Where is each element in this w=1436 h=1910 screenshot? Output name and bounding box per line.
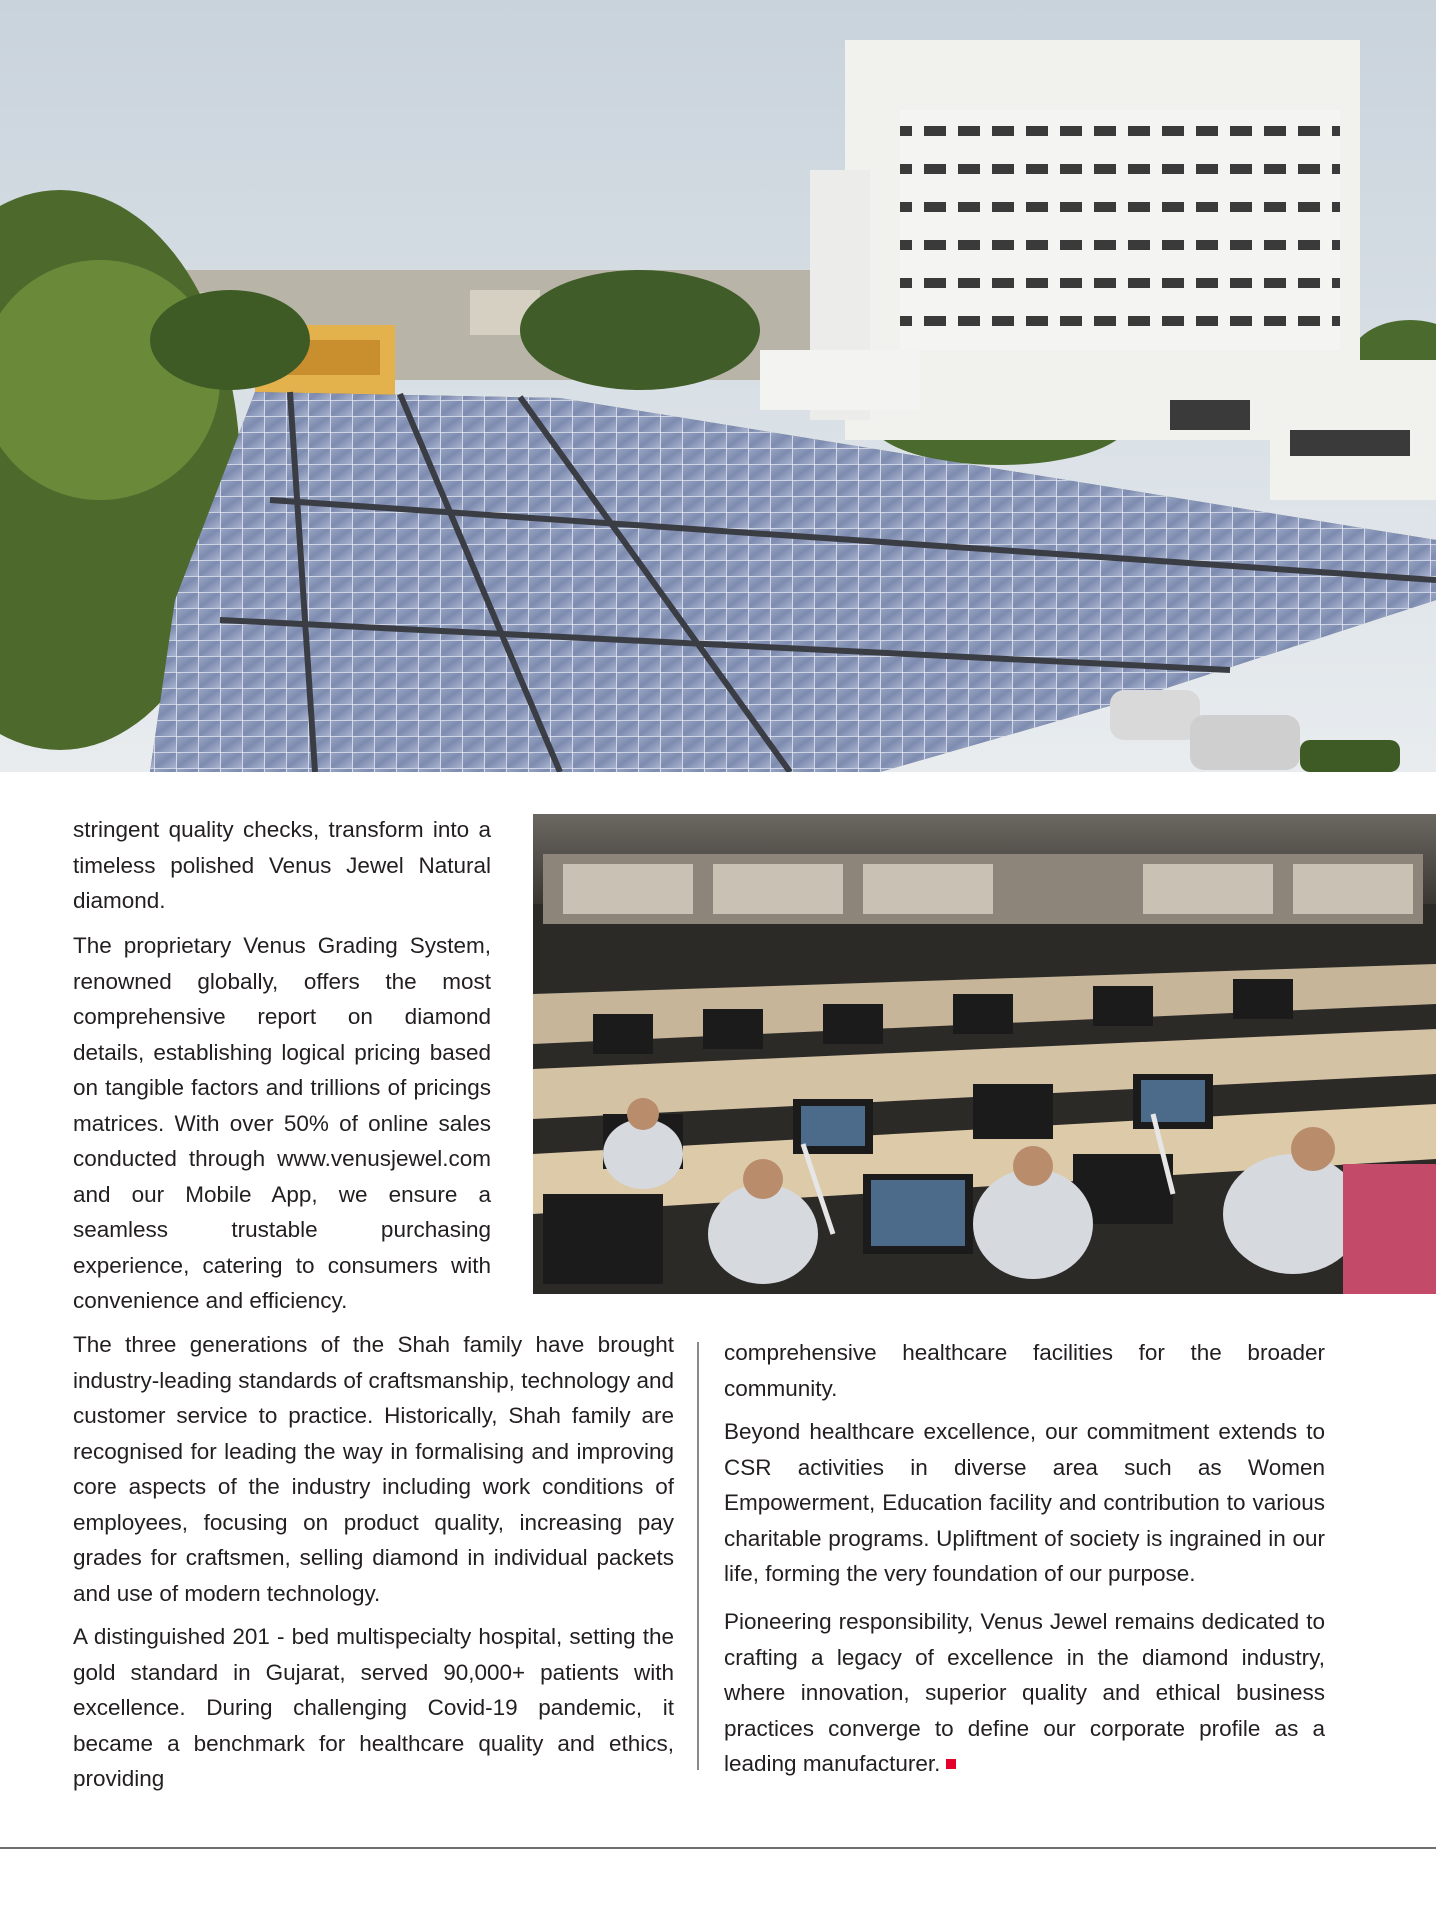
article-paragraph-3: The three generations of the Shah family have brought industry-leading standards of craftsmanship, technology and customer service to practice. Historically, Shah family are recognised for leading the way in formalising and improving core aspects of the industry including work conditions of employees, focusing on product quality, increasing pay grades for craftsmen, selling diamond in individual packets and use of modern technology.: [73, 1332, 674, 1606]
article-paragraph-6: Beyond healthcare excellence, our commitment extends to CSR activities in diverse area such as Women Empowerment, Education facility and contribution to various charitable programs. Upliftment of society is ingrained in our life, forming the very foundation of our purpose.: [724, 1419, 1325, 1586]
article-paragraph-7: [724, 1604, 1325, 1782]
article-paragraph-7-text: Pioneering responsibility, Venus Jewel remains dedicated to crafting a legacy of excellence in the diamond industry, where innovation, superior quality and ethical business practices converge to define our corporate profile as a leading manufacturer.: [724, 1609, 1325, 1776]
article-paragraph-4: A distinguished 201 - bed multispecialty hospital, setting the gold standard in Gujarat, served 90,000+ patients with excellence. During challenging Covid-19 pandemic, it became a benchmark for healthcare quality and ethics, providing: [73, 1624, 674, 1791]
solar-panels-rooftop-hospital-building-photo: [0, 0, 1436, 772]
column-divider: [697, 1342, 699, 1770]
article-paragraph-2: The proprietary Venus Grading System, renowned globally, offers the most comprehensive report on diamond details, establishing logical pricing based on tangible factors and trillions of pricings matrices. With over 50% of online sales conducted through www.venusjewel.com and our Mobile App, we ensure a seamless trustable purchasing experience, catering to consumers with convenience and efficiency.: [73, 933, 491, 1313]
footer-rule: [0, 1847, 1436, 1849]
diamond-grading-office-workers-photo: [533, 814, 1436, 1294]
article-paragraph-5: comprehensive healthcare facilities for the broader community.: [724, 1340, 1325, 1401]
article-paragraph-1: stringent quality checks, transform into a timeless polished Venus Jewel Natural diamond.: [73, 817, 491, 913]
end-of-article-square-icon: [946, 1759, 956, 1769]
